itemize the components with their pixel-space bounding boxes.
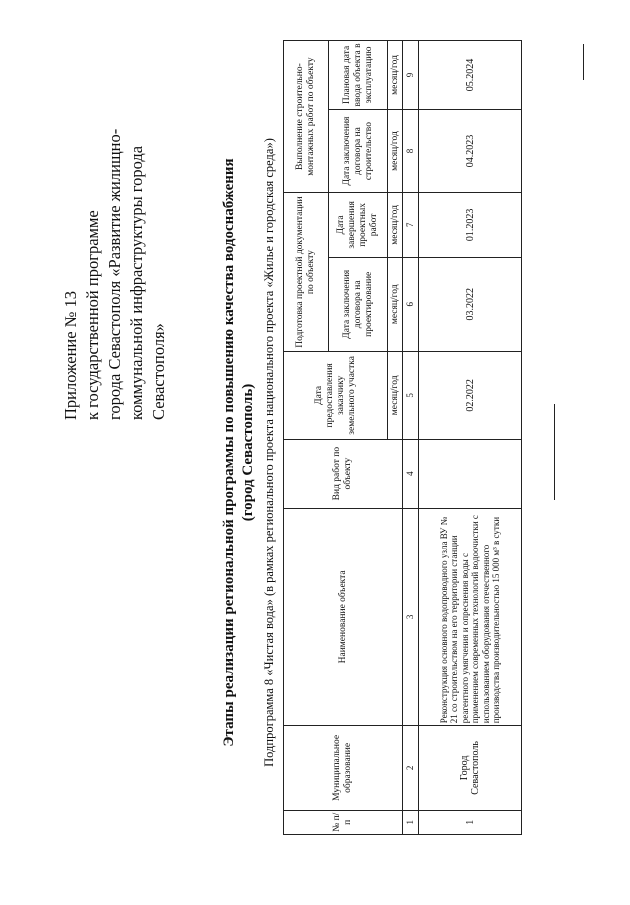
header-commission: Плановая дата ввода объекта в эксплуатацию [329,41,388,110]
scan-line [583,44,584,80]
appendix-block [60,90,170,420]
row-design-finish: 01.2023 [419,193,522,257]
header-municipality: Муниципальное образование [284,726,403,810]
unit-label: месяц/год [388,257,403,351]
appendix-line: Севастополя» [149,323,168,420]
header-num: № п/п [284,810,403,834]
stages-table [283,40,522,835]
appendix-line: коммунальной инфраструктуры города [127,145,146,420]
column-number: 2 [403,726,419,810]
row-build-contract: 04.2023 [419,109,522,192]
header-land-date: Дата предоставления заказчику земельного участка [284,351,388,439]
scan-line [554,404,555,500]
header-work-type: Вид работ по объекту [284,439,403,508]
header-design-contract: Дата заключения договора на проектирование [329,257,388,351]
unit-label: месяц/год [388,351,403,439]
row-work-type [419,439,522,508]
document-title-city: (город Севастополь) [240,383,256,522]
unit-label: месяц/год [388,109,403,192]
column-number: 8 [403,109,419,192]
header-design-group: Подготовка проектной документации по объекту [284,193,329,352]
unit-label: месяц/год [388,193,403,257]
unit-label: месяц/год [388,41,403,110]
header-build-contract: Дата заключения договора на строительство [329,109,388,192]
column-number: 7 [403,193,419,257]
table-row [419,41,522,835]
column-number: 3 [403,508,419,726]
appendix-line: Приложение № 13 [61,290,80,420]
column-number: 5 [403,351,419,439]
row-num: 1 [419,810,522,834]
column-number: 6 [403,257,419,351]
column-number: 1 [403,810,419,834]
header-design-finish: Дата завершения проектных работ [329,193,388,257]
row-commission: 05.2024 [419,41,522,110]
row-municipality: Город Севастополь [419,726,522,810]
row-object-name: Реконструкция основного водопроводного узла ВУ № 21 со строительством на его территории станции реагентного умягчения и опреснения воды с применением современных технологий водоочистки с использованием оборудования отечественного производства производительностью 15 000 м³ в сутки [419,508,522,726]
row-design-contract: 03.2022 [419,257,522,351]
column-number: 4 [403,439,419,508]
header-build-group: Выполнение строительно-монтажных работ по объекту [284,41,329,193]
document-subtitle: Подпрограмма 8 «Чистая вода» (в рамках регионального проекта национального проекта «Жилье и городская среда») [262,138,276,767]
document-title: Этапы реализации региональной программы по повышению качества водоснабжения [221,158,237,747]
appendix-line: к государственной программе [83,210,102,420]
column-number-row [403,41,419,835]
column-number: 9 [403,41,419,110]
appendix-line: города Севастополя «Развитие жилищно- [105,128,124,420]
row-land-date: 02.2022 [419,351,522,439]
header-object-name: Наименование объекта [284,508,403,726]
